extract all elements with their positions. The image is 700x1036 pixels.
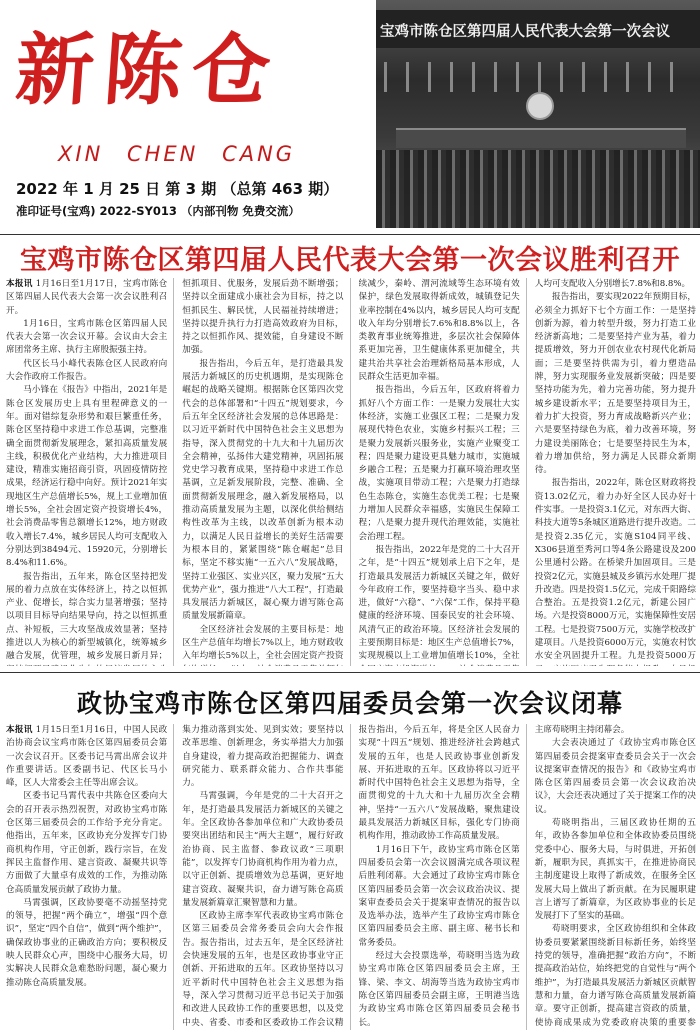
masthead (0, 0, 700, 232)
article-cppcc (6, 724, 696, 1030)
logo-pinyin: XIN CHEN CANG (58, 142, 296, 166)
national-emblem-icon (526, 92, 554, 120)
congress-hall-photo (376, 0, 700, 228)
issue-date-line: 2022 年 1 月 25 日 第 3 期 （总第 463 期） (16, 180, 339, 198)
article2-column-4: 主席苟晓明主持闭幕会。 大会表决通过了《政协宝鸡市陈仓区第四届委员会提案审查委员会关于一次会议提案审查情况的报告》和《政协宝鸡市陈仓区第四届委员会第一次会议政治决议》，大会还表决通过了关于提案工作的决议。 苟晓明指出，三届区政协任期的五年，政协各参加单位和全体政协委员围绕党委中心、服务大局，与时俱进，开拓创新，履职为民，真抓实干，在推进协商民主制度建设上取得了新成效，在服务全区发展大局上做出了新贡献。在为民履职建言上谱写了新篇章，为区政协事业的长足发展打下了坚实的基础。 苟晓明要求，全区政协组织和全体政协委员要紧紧围绕新目标新任务，始终坚持党的领导，准确把握“政治方向”，不断提高政治站位，始终把党的自觉性与“两个维护”，为打造最具发展活力新城区贡献智慧和力量，奋力谱写陈仓高质量发展新篇章。要守正创新，提高建言资政的质量，使协商成果成为党委政府决策的重要参 (534, 725, 696, 1028)
article2-column-3: 报告指出，今后五年，将是全区人民奋力实现“十四五”规划、推进经济社会跨越式发展的五年，也是人民政协事业创新发展、开拓进取的五年。区政协将以习近平新时代中国特色社会主义思想为指导，全面贯彻党的十九大和十九届历次全会精神，坚持“一五六八”发展战略，聚焦建设最具发展活力新城区目标，强化专门协商机构作用，推动政协工作高质量发展。 1月16日下午，政协宝鸡市陈仓区第四届委员会第一次会议圆满完成各项议程后胜利闭幕。大会通过了政协宝鸡市陈仓区第四届委员会第一次会议政治决议、提案审查委员会关于提案审查情况的报告以及选举办法，选举产生了政协宝鸡市陈仓区第四届委员会主席、副主席、秘书长和常务委员。 经过大会投票选举，苟晓明当选为政协宝鸡市陈仓区第四届委员会主席，王锋、梁、李文、胡海等当选为政协宝鸡市陈仓区第四届委员会副主席，王明港当选为政协宝鸡市陈仓区第四届委员会秘书长。 (359, 724, 527, 1030)
article2-column-1: 本报讯 1月15日至1月16日，中国人民政治协商会议宝鸡市陈仓区第四届委员会第一次会议召开。区委书记马霄出席会议并作重要讲话。区委副书记、代区长马小峰，区人大常委会主任等出席会议。 区委书记马霄代表中共陈仓区委向大会的召开表示热烈祝贺，对政协宝鸡市陈仓区第三届委员会的工作给予充分肯定。他指出，五年来，区政协充分发挥专门协商机构作用，守正创新，践行宗旨，在发挥民主监督作用、建言资政、凝聚共识等方面做了大量卓有成效的工作，为推动陈仓高质量发展贡献了政协力量。 马霄强调，区政协要毫不动摇坚持党的领导，把握“两个确立”，增强“四个意识”，坚定“四个自信”，做到“两个维护”，确保政协事业的正确政治方向；要积极反映人民群众心声，围绕中心服务大局，切实解决人民群众急难愁盼问题，凝心聚力推动陈仓高质量发展。 (6, 724, 174, 1030)
permit-number-line: 准印证号(宝鸡) 2022-SY013 （内部刊物 免费交流） (16, 204, 300, 218)
article-people-congress (6, 278, 696, 666)
article2-column-2: 集力推动落到实处、见到实效；要坚持以改革思维、创新理念，务实举措大力加强自身建设，着力提高政治把握能力、调查研究能力、联系群众能力、合作共事能力。 马霄强调，今年是党的二十大召开之年，是打造最具发展活力新城区的关键之年。全区政协各参加单位和广大政协委员要突出团结和民主“两大主题”，履行好政治协商、民主监督、参政议政“三项职能”，以发挥专门协商机构作用为着力点，以守正创新、提质增效为总基调，更好地建言资政、凝聚共识，奋力谱写陈仓高质量发展新篇章汇聚智慧和力量。 区政协主席李军代表政协宝鸡市陈仓区第三届委员会常务委员会向大会作报告。报告指出，过去五年，是全区经济社会快速发展的五年，也是区政协事业守正创新、开拓进取的五年。区政协坚持以习近平新时代中国特色社会主义思想为指导，深入学习贯彻习近平总书记关于加强和改进人民政协工作的重要思想，以及党中央、省委、市委和区委政协工作会议精 (182, 724, 350, 1030)
lead-tag: 本报讯 (6, 279, 33, 289)
logo-text: 新陈仓 (12, 25, 284, 116)
divider-top (0, 234, 700, 235)
photo-rostrum (396, 128, 686, 148)
photo-flags (384, 62, 684, 92)
article1-column-1: 本报讯 1月16日至1月17日，宝鸡市陈仓区第四届人民代表大会第一次会议胜利召开。 1月16日，宝鸡市陈仓区第四届人民代表大会第一次会议开幕。会议由大会主席团常务主席、执行主席殷振强主持。 代区长马小峰代表陈仓区人民政府向大会作政府工作报告。 马小锋在《报告》中指出，2021年是陈仓区发展历史上具有里程碑意义的一年。面对错综复杂形势和艰巨繁重任务，陈仓区坚持稳中求进工作总基调，完整准确全面贯彻新发展理念，紧扣高质量发展主线，积极优化产业结构，大力推进项目建设，精准实施招商引资，巩固疫情防控成果，经济运行稳中向好。预计2021年实现地区生产总值增长5%，规上工业增加值增长5%，全社会固定资产投资增长4%，社会消费品零售总额增长12%，地方财政收入增长7.4%，城乡居民人均可支配收入分别达到38494元、15920元，分别增长8.4%和11.6%。 报告指出，五年来，陈仓区坚持把发展的着力点放在实体经济上，持之以恒抓产业、促增长，综合实力显著增强；坚持以项目目标导向结果导向，持之以恒抓重点、补短板，三大攻坚战成效显著；坚持推进以人为核心的新型城镇化，统筹城乡融合发展，优管理，城乡发展日新月异； (6, 278, 174, 666)
article1-column-3: 续减少，秦岭、渭河流域等生态环境有效保护，绿色发展取得新成效，城镇登记失业率控制在4%以内，城乡居民人均可支配收入年均分别增长7.6%和8.8%以上，各类教育事业统筹推进，多层次社会保障体系更加完善，卫生健康体系更加健全，共建共治共享社会治理新格局基本形成，人民群众生活更加幸福。 报告指出，今后五年，区政府将着力抓好八个方面工作：一是聚力发展壮大实体经济，实施工业强区工程；二是聚力发展现代特色农业，实施乡村振兴工程；三是聚力发展新兴服务业，实施产业聚变工程；四是聚力建设更具魅力城市，实施城乡融合工程；五是聚力打赢环境治理攻坚战，实施项目带动工程；六是聚力打造绿色生态陈仓，实施生态优美工程；七是聚力增加人民群众幸福感，实施民生保障工程；八是聚力提升现代治理效能，实施社会治理工程。 报告指出，2022年是党的二十大召开之年，是“十四五”规划承上启下之年，是打造最具发展活力新城区关键之年，做好今年政府工作，要坚持稳字当头、稳中求进，做好“六稳”、“六保”工作，保持平稳健康的经济环境、国泰民安的社会环境、风清气正的政治环境。区经济社会发展的主要预期目标是：地区生产总值增长7%，实现规模以上工业增加值增长10%，全社 (359, 278, 527, 666)
photo-audience (376, 150, 700, 228)
article1-column-4: 人均可支配收入分别增长7.8%和8.8%。 报告指出，要实现2022年预期目标，必须全力抓好下七个方面工作：一是坚持创新为源，着力转型升级，努力打造工业经济新高地；二是要坚持产业为基，着力提质增效，努力开创农业农村现代化新局面；三是要坚持供需为引，着力塑造品牌，努力实现服务业发展新突破；四是要坚持功能为先，着力完善功能，努力提升城乡建设新水平；五是要坚持项目为王，着力扩大投资，努力育成战略新兴产业；六是要坚持绿色为底，着力改善环境，努力建设美丽陈仓；七是要坚持民生为本，着力增加供给，努力满足人民群众新期待。 报告指出，2022年，陈仓区财政将投资13.02亿元，着力办好全区人民办好十件实事。一是投资3.1亿元，对东西大街、科技大道等5条城区道路进行提升改造。二是投资2.35亿元，实施S104同平线、X306县道至秀河口等4条公路建设及200公里通村公路。在桥梁升加固项目。三是投资2亿元，实施县城及乡镇污水处理厂提升改造。四是投资1.5亿元，完成千阳路综合整治。五是投资1.2亿元，新建公园广场。六是投资8000万元，实施保障性安居工程。七是投资7500万元，实施学校改扩建项目。八是投资6000万元，实施农村饮水安全巩固提升工程。九是投资5000万 (534, 279, 696, 662)
newspaper-logo (6, 14, 361, 144)
headline-people-congress: 宝鸡市陈仓区第四届人民代表大会第一次会议胜利召开 (20, 245, 680, 276)
lead-tag: 本报讯 (6, 725, 33, 735)
photo-banner-text: 宝鸡市陈仓区第四届人民代表大会第一次会议 (376, 10, 700, 48)
article1-column-2: 恒抓项目、优服务，发展后劲不断增强；坚持以全面建成小康社会为目标，持之以恒抓民生、解民忧，人民福祉持续增进；坚持以提升执行力打造高效政府为目标，持之以恒抓作风、提效能，自身建设不断加强。 报告指出，今后五年，是打造最具发展活力新城区的历史机遇期，是实现陈仓崛起的战略关键期。根据陈仓区第四次党代会的总体部署和“十四五”规划要求，今后五年全区经济社会发展的总体思路是：以习近平新时代中国特色社会主义思想为指导，深入贯彻党的十九大和十九届历次全会精神，弘扬伟大建党精神，巩固拓展党史学习教育成果，坚持稳中求进工作总基调，立足新发展阶段，完整、准确、全面贯彻新发展理念，融入新发展格局，以推动高质量发展为主题，以深化供给侧结构性改革为主线，以改革创新为根本动力，以满足人民日益增长的美好生活需要为根本目的，紧紧围绕“陈仓崛起”总目标，坚定不移实施“一五六八”发展战略，坚持工业强区、实业兴区，聚力发展“五大优势产业”，强力推进“八大工程”，打造最具发展活力新城区，凝心聚力谱写陈仓高质量发展新篇章。 全区经济社会发展的主要目标是：地区生产总值年均增长7%以上，地方财政收入年均增长5%以上，全社会固定资产投资 (182, 278, 350, 666)
headline-cppcc-closing: 政协宝鸡市陈仓区第四届委员会第一次会议闭幕 (76, 689, 623, 718)
divider-middle (0, 672, 700, 673)
